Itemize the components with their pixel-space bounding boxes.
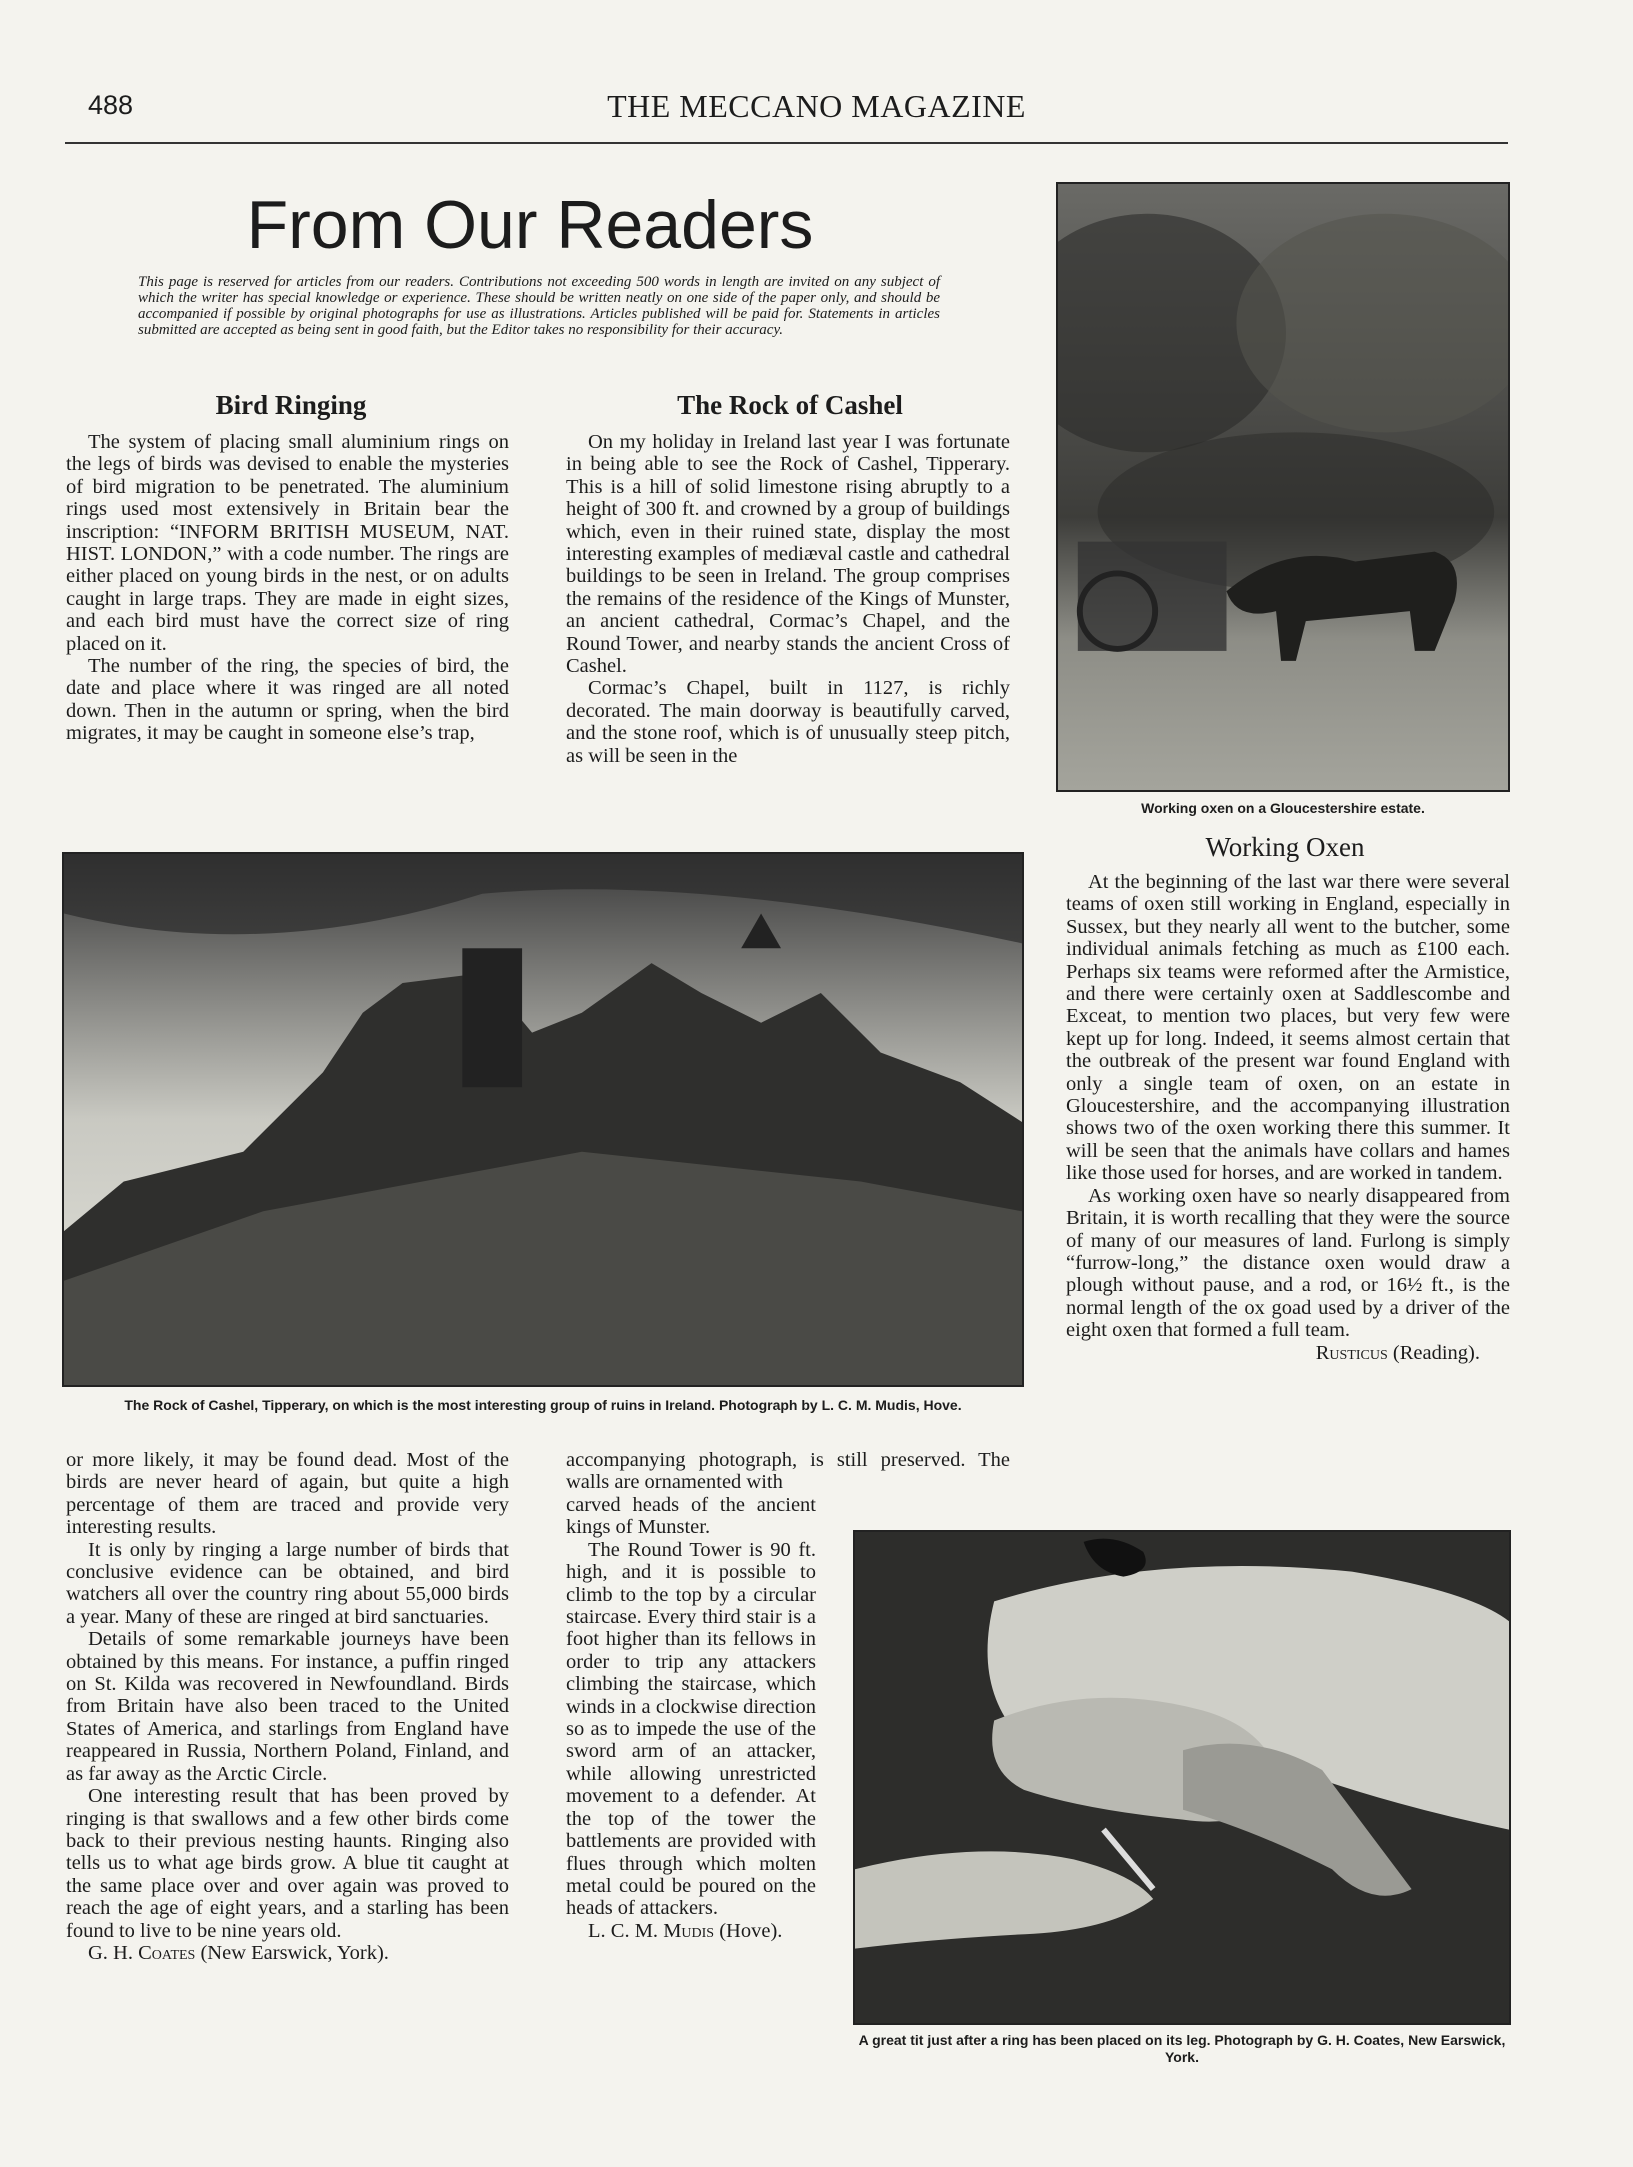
- author-name: Mudis: [663, 1919, 715, 1942]
- paragraph: carved heads of the ancient kings of Munster.: [566, 1494, 816, 1539]
- byline: [66, 1942, 509, 1964]
- paragraph: accompanying photograph, is still preserved. The walls are ornamented with: [566, 1449, 1010, 1494]
- paragraph: At the beginning of the last war there were several teams of oxen still working in England, especially in Sussex, but they nearly all went to the butcher, some individual animals fetching as much as £100 each. Perhaps six teams were reformed after the Armistice, and there were certainly oxen at Saddlescombe and Exceat, to mention two places, but very few were kept up for long. Indeed, it seems almost certain that the outbreak of the present war found England with only a single team of oxen, on an estate in Gloucestershire, and the accompanying illustration shows two of the oxen working there this summer. It will be seen that the animals have collars and hames like those used for horses, and are worked in tandem.: [1066, 871, 1510, 1185]
- page-number: 488: [88, 90, 134, 120]
- oxen-photo: [1056, 182, 1510, 792]
- great-tit-photo: [853, 1530, 1511, 2025]
- author-initials: L. C. M.: [588, 1919, 659, 1942]
- author-initials: G. H.: [88, 1941, 133, 1964]
- intro-note: This page is reserved for articles from our readers. Contributions not exceeding 500 words in length are invited on any subject of which the writer has special knowledge or experience. These should be written neatly on one side of the paper only, and should be accompanied if possible by original photographs for use as illustrations. Articles published will be paid for. Statements in articles submitted are accepted as being sent in good faith, but the Editor takes no responsibility for their accuracy.: [138, 274, 940, 338]
- paragraph: The system of placing small aluminium rings on the legs of birds was devised to enable the mysteries of bird migration to be penetrated. The aluminium rings used most extensively in Britain bear the inscription: “INFORM BRITISH MUSEUM, NAT. HIST. LONDON,” with a code number. The rings are either placed on young birds in the nest, or on adults caught in large traps. They are made in eight sizes, and each bird must have the correct size of ring placed on it.: [66, 431, 509, 655]
- great-tit-caption: A great tit just after a ring has been placed on its leg. Photograph by G. H. Coates, New Earswick, York.: [858, 2032, 1506, 2065]
- rock-of-cashel-col1: [566, 431, 1010, 767]
- rock-of-cashel-heading: The Rock of Cashel: [677, 390, 903, 420]
- author-place: (New Earswick, York).: [200, 1941, 389, 1964]
- paragraph: Cormac’s Chapel, built in 1127, is richly decorated. The main doorway is beautifully carved, and the stone roof, which is of unusually steep pitch, as will be seen in the: [566, 677, 1010, 767]
- rock-of-cashel-col3: [566, 1494, 816, 1942]
- byline: [566, 1920, 816, 1942]
- bird-ringing-col2: [66, 1449, 509, 1964]
- paragraph: or more likely, it may be found dead. Most of the birds are never heard of again, but quite a high percentage of them are traced and provide very interesting results.: [66, 1449, 509, 1539]
- paragraph: Details of some remarkable journeys have been obtained by this means. For instance, a puffin ringed on St. Kilda was recovered in Newfoundland. Birds from Britain have also been traced to the United States of America, and starlings from England have reappeared in Russia, Northern Poland, Finland, and as far away as the Arctic Circle.: [66, 1628, 509, 1785]
- paragraph: As working oxen have so nearly disappeared from Britain, it is worth recalling that they were the source of many of our measures of land. Furlong is simply “furrow-long,” the distance oxen would draw a plough without pause, and a rod, or 16½ ft., is the normal length of the ox goad used by a driver of the eight oxen that formed a full team.: [1066, 1184, 1510, 1342]
- oxen-caption: Working oxen on a Gloucestershire estate.: [1141, 800, 1425, 816]
- author-name: Coates: [138, 1941, 196, 1964]
- paragraph: On my holiday in Ireland last year I was fortunate in being able to see the Rock of Cashel, Tipperary. This is a hill of solid limestone rising abruptly to a height of 300 ft. and crowned by a group of buildings which, even in their ruined state, display the most interesting examples of mediæval castle and cathedral buildings to be seen in Ireland. The group comprises the remains of the residence of the Kings of Munster, an ancient cathedral, Cormac’s Chapel, and the Round Tower, and nearby stands the ancient Cross of Cashel.: [566, 431, 1010, 678]
- bird-ringing-heading: Bird Ringing: [215, 390, 367, 420]
- rock-of-cashel-col2: [566, 1449, 1010, 1494]
- author-place: (Hove).: [719, 1919, 783, 1942]
- paragraph: The number of the ring, the species of bird, the date and place where it was ringed are all noted down. Then in the autumn or spring, when the bird migrates, it may be caught in someone else’s trap,: [66, 655, 509, 745]
- byline: [1066, 1342, 1510, 1364]
- header-rule: [65, 142, 1508, 144]
- working-oxen-col: [1066, 871, 1510, 1364]
- author-name: Rusticus: [1315, 1341, 1388, 1364]
- magazine-title: THE MECCANO MAGAZINE: [607, 88, 1026, 124]
- rock-of-cashel-photo: [62, 852, 1024, 1387]
- working-oxen-heading: Working Oxen: [1205, 832, 1365, 862]
- bird-ringing-col1: [66, 431, 509, 745]
- page-title: From Our Readers: [246, 187, 814, 263]
- author-place: (Reading).: [1392, 1341, 1480, 1364]
- paragraph: One interesting result that has been proved by ringing is that swallows and a few other birds come back to their previous nesting haunts. Ringing also tells us to what age birds grow. A blue tit caught at the same place over and over again was proved to reach the age of eight years, and a starling has been found to live to be nine years old.: [66, 1785, 509, 1942]
- rock-of-cashel-caption: The Rock of Cashel, Tipperary, on which is the most interesting group of ruins in Ireland. Photograph by L. C. M. Mudis, Hove.: [124, 1397, 962, 1413]
- paragraph: It is only by ringing a large number of birds that conclusive evidence can be obtained, and bird watchers all over the country ring about 55,000 birds a year. Many of these are ringed at bird sanctuaries.: [66, 1538, 509, 1628]
- paragraph: The Round Tower is 90 ft. high, and it is possible to climb to the top by a circular staircase. Every third stair is a foot higher than its fellows in order to trip any attackers climbing the staircase, which winds in a clockwise direction so as to impede the use of the sword arm of an attacker, while allowing unrestricted movement to a defender. At the top of the tower the battlements are provided with flues through which molten metal could be poured on the heads of attackers.: [566, 1538, 816, 1920]
